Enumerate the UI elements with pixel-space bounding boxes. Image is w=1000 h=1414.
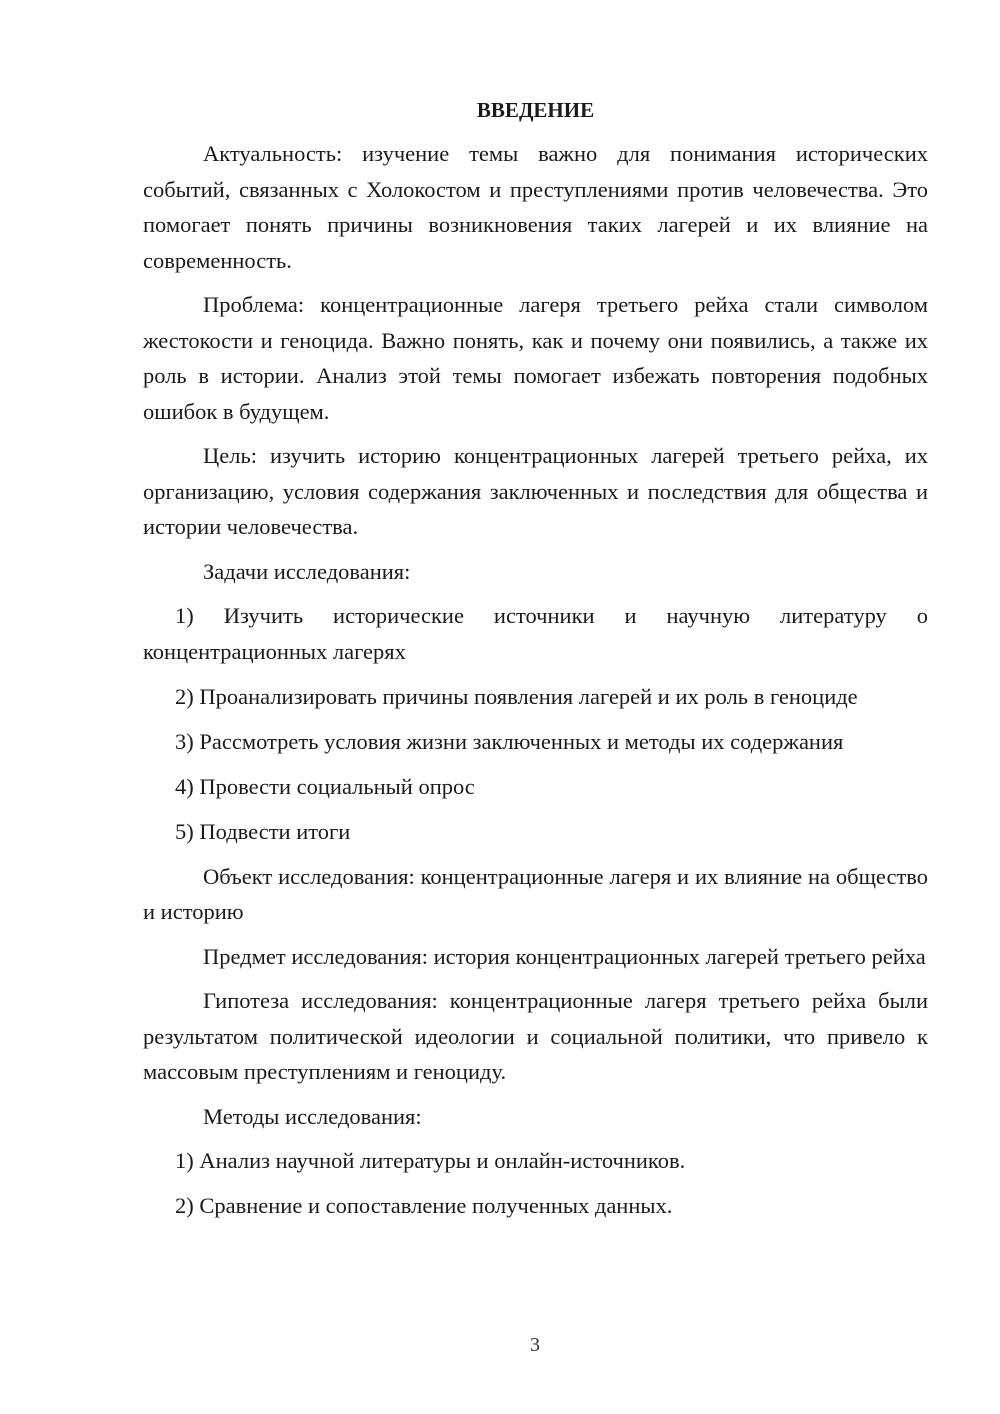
list-item: 2) Сравнение и сопоставление полученных данных. bbox=[175, 1193, 673, 1218]
paragraph: Объект исследования: концентрационные лагеря и их влияние на общество и историю bbox=[143, 863, 928, 924]
paragraph: Актуальность: изучение темы важно для понимания исторических событий, связанных с Холокостом и преступлениями против человечества. Это помогает понять причины возникновения таких лагерей и их влияние на современность. bbox=[143, 141, 928, 273]
list-item: 2) Проанализировать причины появления лагерей и их роль в геноциде bbox=[175, 683, 858, 709]
paragraph: Задачи исследования: bbox=[203, 558, 411, 584]
list-item: 1) Анализ научной литературы и онлайн-источников. bbox=[175, 1148, 686, 1173]
paragraph: Цель: изучить историю концентрационных лагерей третьего рейха, их организацию, условия содержания заключенных и последствия для общества и истории человечества. bbox=[143, 443, 928, 539]
list-item: 3) Рассмотреть условия жизни заключенных и методы их содержания bbox=[175, 728, 844, 754]
body-text bbox=[143, 136, 928, 1224]
paragraph: Гипотеза исследования: концентрационные лагеря третьего рейха были результатом политической идеологии и социальной политики, что привело к массовым преступлениям и геноциду. bbox=[143, 988, 928, 1084]
paragraph: Предмет исследования: история концентрационных лагерей третьего рейха bbox=[203, 943, 926, 969]
page-title: ВВЕДЕНИЕ bbox=[476, 98, 595, 122]
page-number: 3 bbox=[530, 1334, 540, 1356]
list-item: 1) Изучить исторические источники и научную литературу о концентрационных лагерях bbox=[143, 603, 928, 664]
list-item: 5) Подвести итоги bbox=[175, 818, 351, 844]
list-item: 4) Провести социальный опрос bbox=[175, 773, 475, 799]
page-content bbox=[143, 94, 928, 1233]
paragraph: Проблема: концентрационные лагеря третьего рейха стали символом жестокости и геноцида. Важно понять, как и почему они появились, а также их роль в истории. Анализ этой темы помогает избежать повторения подобных ошибок в будущем. bbox=[143, 292, 928, 424]
paragraph: Методы исследования: bbox=[203, 1103, 422, 1129]
